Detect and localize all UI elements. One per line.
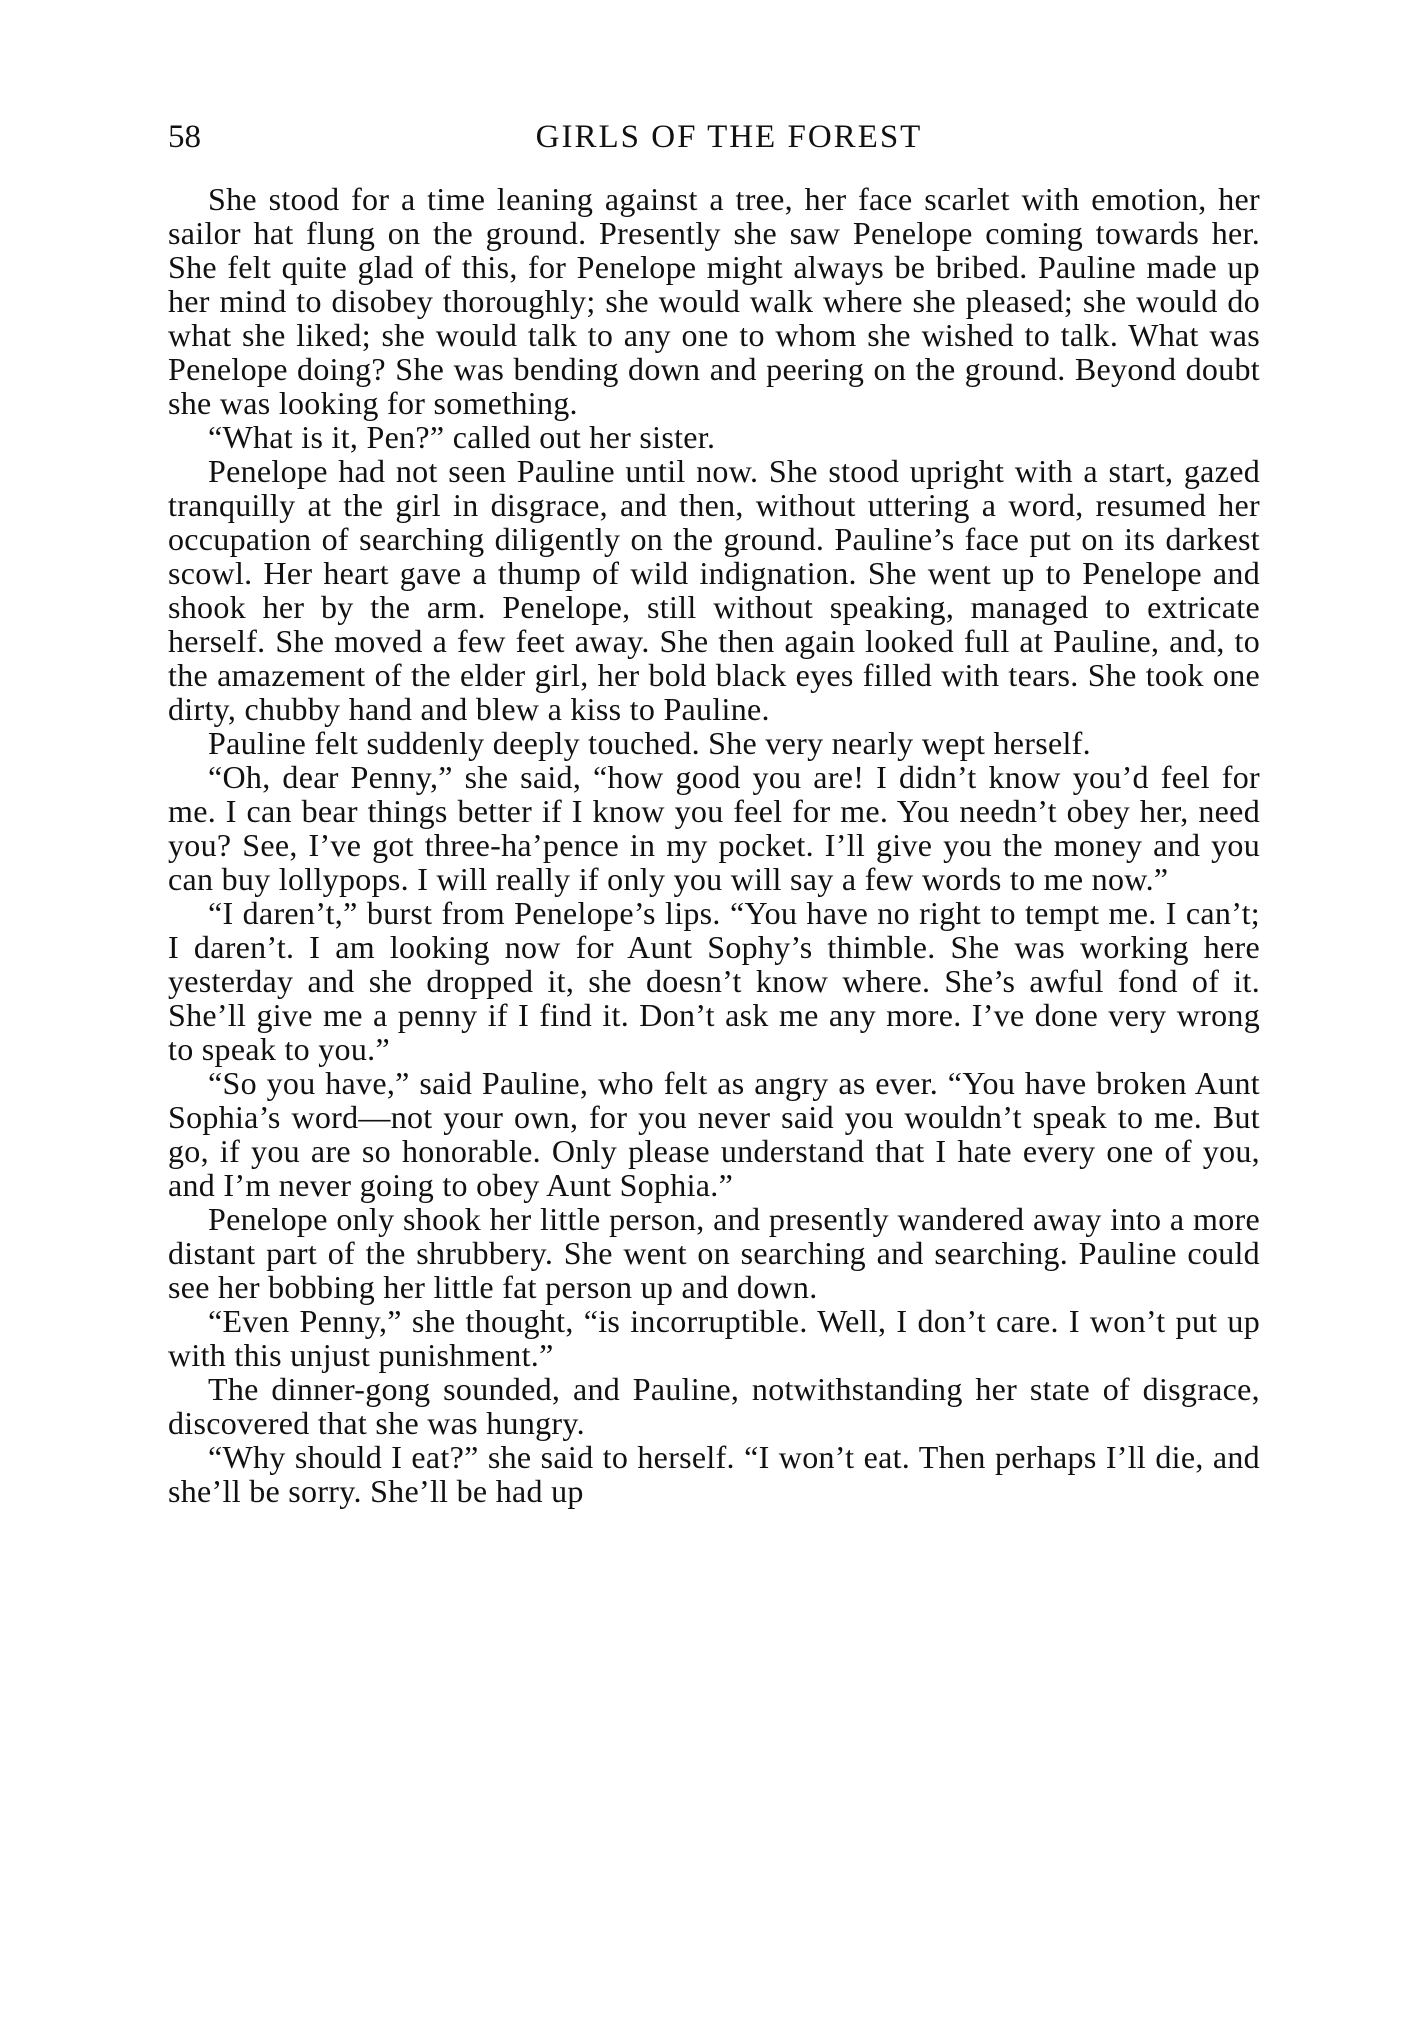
paragraph: “Even Penny,” she thought, “is incorruptible. Well, I don’t care. I won’t put up with this unjust punishment.” bbox=[168, 1303, 1260, 1373]
paragraph: Pauline felt suddenly deeply touched. She very nearly wept herself. bbox=[208, 725, 1091, 761]
page-number: 58 bbox=[168, 119, 201, 155]
book-page bbox=[168, 110, 1260, 1508]
paragraph: She stood for a time leaning against a tree, her face scarlet with emotion, her sailor hat flung on the ground. Presently she saw Penelope coming towards her. She felt quite glad of this, for Penelope might always be bribed. Pauline made up her mind to disobey thoroughly; she would walk where she pleased; she would do what she liked; she would talk to any one to whom she wished to talk. What was Penelope doing? She was bending down and peering on the ground. Beyond doubt she was looking for something. bbox=[168, 181, 1260, 421]
paragraph: “Why should I eat?” she said to herself. “I won’t eat. Then perhaps I’ll die, and she’ll be sorry. She’ll be had up bbox=[168, 1439, 1260, 1509]
paragraph: “So you have,” said Pauline, who felt as angry as ever. “You have broken Aunt Sophia’s word—not your own, for you never said you wouldn’t speak to me. But go, if you are so honorable. Only please understand that I hate every one of you, and I’m never going to obey Aunt Sophia.” bbox=[168, 1065, 1260, 1203]
running-title: GIRLS OF THE FOREST bbox=[535, 119, 923, 155]
running-head bbox=[168, 110, 1260, 164]
paragraph: “What is it, Pen?” called out her sister. bbox=[208, 419, 716, 455]
paragraph: “Oh, dear Penny,” she said, “how good you are! I didn’t know you’d feel for me. I can bear things better if I know you feel for me. You needn’t obey her, need you? See, I’ve got three-ha’pence in my pocket. I’ll give you the money and you can buy lollypops. I will really if only you will say a few words to me now.” bbox=[168, 759, 1260, 897]
paragraph: Penelope only shook her little person, and presently wandered away into a more distant part of the shrubbery. She went on searching and searching. Pauline could see her bobbing her little fat person up and down. bbox=[168, 1201, 1260, 1305]
paragraph: “I daren’t,” burst from Penelope’s lips. “You have no right to tempt me. I can’t; I daren’t. I am looking now for Aunt Sophy’s thimble. She was working here yesterday and she dropped it, she doesn’t know where. She’s awful fond of it. She’ll give me a penny if I find it. Don’t ask me any more. I’ve done very wrong to speak to you.” bbox=[168, 895, 1260, 1067]
paragraph: The dinner-gong sounded, and Pauline, notwithstanding her state of disgrace, discovered that she was hungry. bbox=[168, 1371, 1260, 1441]
body-text bbox=[168, 182, 1260, 1508]
paragraph: Penelope had not seen Pauline until now. She stood upright with a start, gazed tranquilly at the girl in disgrace, and then, without uttering a word, resumed her occupation of searching diligently on the ground. Pauline’s face put on its darkest scowl. Her heart gave a thump of wild indignation. She went up to Penelope and shook her by the arm. Penelope, still without speaking, managed to extricate herself. She moved a few feet away. She then again looked full at Pauline, and, to the amazement of the elder girl, her bold black eyes filled with tears. She took one dirty, chubby hand and blew a kiss to Pauline. bbox=[168, 453, 1260, 727]
